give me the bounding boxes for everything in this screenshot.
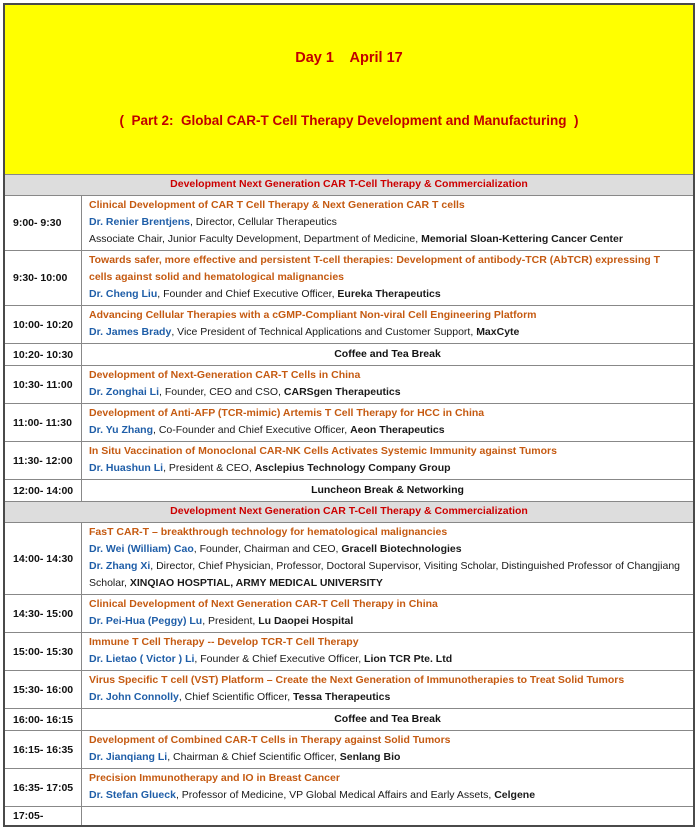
- speaker-role: , President & CEO,: [163, 462, 255, 474]
- speaker-line: [89, 231, 686, 248]
- speaker-role: , Founder and Chief Executive Officer,: [157, 288, 338, 300]
- speaker-name: Dr. Jianqiang Li: [89, 751, 168, 763]
- time-cell: 10:00- 10:20: [5, 306, 82, 343]
- speaker-role: , Co-Founder and Chief Executive Officer,: [152, 424, 351, 436]
- speaker-name: Dr. Lietao ( Victor ) Li: [89, 653, 195, 665]
- session-content-cell: [82, 595, 693, 632]
- speaker-org: XINQIAO HOSPTIAL, ARMY MEDICAL UNIVERSITY: [129, 577, 383, 589]
- session-row: [5, 441, 693, 479]
- session-content-cell: [82, 523, 693, 594]
- speaker-org: Senlang Bio: [339, 751, 401, 763]
- speaker-line: [89, 749, 686, 766]
- speaker-name: Dr. Cheng Liu: [89, 288, 158, 300]
- speaker-org: Lu Daopei Hospital: [258, 615, 354, 627]
- speaker-name: Dr. Huashun Li: [89, 462, 164, 474]
- time-cell: 16:15- 16:35: [5, 731, 82, 768]
- session-title: Development of Next-Generation CAR-T Cells in China: [89, 369, 361, 381]
- session-title: FasT CAR-T – breakthrough technology for hematological malignancies: [89, 526, 448, 538]
- session-row: [5, 632, 693, 670]
- speaker-role: , Founder, Chairman and CEO,: [193, 543, 342, 555]
- time-cell: 9:30- 10:00: [5, 251, 82, 305]
- speaker-org: CARSgen Therapeutics: [283, 386, 401, 398]
- speaker-role: , Founder, CEO and CSO,: [159, 386, 284, 398]
- session-row: [5, 250, 693, 305]
- section-header-row: Development Next Generation CAR T-Cell Therapy & Commercialization: [5, 174, 693, 195]
- speaker-line: [89, 613, 686, 630]
- session-content-cell: [82, 769, 693, 806]
- speaker-name: Dr. John Connolly: [89, 691, 179, 703]
- day-banner: [5, 5, 693, 174]
- speaker-line: [89, 460, 686, 477]
- break-label: Luncheon Break & Networking: [311, 484, 464, 496]
- speaker-line: [89, 324, 686, 341]
- time-cell: 16:00- 16:15: [5, 709, 82, 730]
- session-title: Virus Specific T cell (VST) Platform – Create the Next Generation of Immunotherapies to Treat Solid Tumors: [89, 674, 625, 686]
- speaker-line: [89, 651, 686, 668]
- session-row: [5, 403, 693, 441]
- session-row: [5, 670, 693, 708]
- session-title: In Situ Vaccination of Monoclonal CAR-NK Cells Activates Systemic Immunity against Tumors: [89, 445, 557, 457]
- session-content-cell: [82, 442, 693, 479]
- speaker-name: Dr. Stefan Glueck: [89, 789, 176, 801]
- session-title: Clinical Development of CAR T Cell Therapy & Next Generation CAR T cells: [89, 199, 465, 211]
- break-row: [5, 708, 693, 730]
- break-row: [5, 343, 693, 365]
- session-content-cell: [82, 633, 693, 670]
- speaker-role: , Director, Chief Physician, Professor, Doctoral Supervisor, Visiting Scholar, Distinguished Professor of Changjiang Scholar,: [89, 560, 680, 589]
- speaker-name: Dr. James Brady: [89, 326, 172, 338]
- speaker-name: Dr. Yu Zhang: [89, 424, 153, 436]
- conference-agenda-table: [3, 3, 695, 827]
- speaker-role: Associate Chair, Junior Faculty Development, Department of Medicine,: [89, 233, 422, 245]
- time-cell: 12:00- 14:00: [5, 480, 82, 501]
- speaker-role: , Chief Scientific Officer,: [178, 691, 294, 703]
- speaker-org: Gracell Biotechnologies: [341, 543, 462, 555]
- time-cell: 15:30- 16:00: [5, 671, 82, 708]
- session-row: [5, 305, 693, 343]
- time-cell: 16:35- 17:05: [5, 769, 82, 806]
- speaker-line: [89, 541, 686, 558]
- speaker-org: Memorial Sloan-Kettering Cancer Center: [421, 233, 623, 245]
- time-cell: 11:00- 11:30: [5, 404, 82, 441]
- speaker-role: , Vice President of Technical Applications and Customer Support,: [171, 326, 477, 338]
- speaker-org: Celgene: [494, 789, 536, 801]
- session-row: [5, 594, 693, 632]
- session-title: Development of Anti-AFP (TCR-mimic) Artemis T Cell Therapy for HCC in China: [89, 407, 485, 419]
- session-title: Immune T Cell Therapy -- Develop TCR-T Cell Therapy: [89, 636, 359, 648]
- session-content-cell: [82, 404, 693, 441]
- time-cell: 10:20- 10:30: [5, 344, 82, 365]
- speaker-line: [89, 214, 686, 231]
- agenda-rows: [5, 174, 693, 825]
- session-content-cell: [82, 671, 693, 708]
- session-content-cell: [82, 807, 693, 825]
- speaker-org: Tessa Therapeutics: [293, 691, 391, 703]
- speaker-line: [89, 787, 686, 804]
- break-row: [5, 479, 693, 501]
- speaker-line: [89, 384, 686, 401]
- speaker-line: [89, 689, 686, 706]
- session-content-cell: [82, 196, 693, 250]
- speaker-line: [89, 422, 686, 439]
- break-label-cell: [82, 709, 693, 730]
- speaker-org: Eureka Therapeutics: [337, 288, 441, 300]
- speaker-org: Aeon Therapeutics: [350, 424, 445, 436]
- speaker-org: Asclepius Technology Company Group: [254, 462, 451, 474]
- session-row: [5, 522, 693, 594]
- session-row: [5, 768, 693, 806]
- speaker-name: Dr. Zonghai Li: [89, 386, 159, 398]
- time-cell: 10:30- 11:00: [5, 366, 82, 403]
- time-cell: 11:30- 12:00: [5, 442, 82, 479]
- speaker-role: , Professor of Medicine, VP Global Medical Affairs and Early Assets,: [175, 789, 495, 801]
- session-content-cell: [82, 366, 693, 403]
- break-label-cell: [82, 344, 693, 365]
- speaker-line: [89, 558, 686, 592]
- speaker-role: , Director, Cellular Therapeutics: [189, 216, 337, 228]
- session-title: Development of Combined CAR-T Cells in Therapy against Solid Tumors: [89, 734, 451, 746]
- session-row: [5, 195, 693, 250]
- session-row: [5, 365, 693, 403]
- break-label-cell: [82, 480, 693, 501]
- time-cell: 14:00- 14:30: [5, 523, 82, 594]
- session-title: Advancing Cellular Therapies with a cGMP-Compliant Non-viral Cell Engineering Platform: [89, 309, 537, 321]
- banner-part-title: ( Part 2: Global CAR-T Cell Therapy Development and Manufacturing ): [119, 113, 579, 128]
- time-cell: 17:05-: [5, 807, 82, 825]
- speaker-role: , Chairman & Chief Scientific Officer,: [167, 751, 340, 763]
- session-content-cell: [82, 251, 693, 305]
- session-title: Precision Immunotherapy and IO in Breast Cancer: [89, 772, 340, 784]
- speaker-role: , Founder & Chief Executive Officer,: [194, 653, 365, 665]
- speaker-org: Lion TCR Pte. Ltd: [364, 653, 453, 665]
- speaker-name: Dr. Wei (William) Cao: [89, 543, 194, 555]
- time-cell: 14:30- 15:00: [5, 595, 82, 632]
- speaker-org: MaxCyte: [476, 326, 520, 338]
- speaker-name: Dr. Renier Brentjens: [89, 216, 190, 228]
- session-content-cell: [82, 306, 693, 343]
- break-label: Coffee and Tea Break: [334, 348, 441, 360]
- empty-row: [5, 806, 693, 825]
- time-cell: 15:00- 15:30: [5, 633, 82, 670]
- speaker-name: Dr. Pei-Hua (Peggy) Lu: [89, 615, 203, 627]
- session-content-cell: [82, 731, 693, 768]
- banner-day-date: Day 1 April 17: [295, 50, 403, 66]
- time-cell: 9:00- 9:30: [5, 196, 82, 250]
- session-row: [5, 730, 693, 768]
- speaker-name: Dr. Zhang Xi: [89, 560, 151, 572]
- speaker-line: [89, 286, 686, 303]
- session-title: Clinical Development of Next Generation CAR-T Cell Therapy in China: [89, 598, 438, 610]
- speaker-role: , President,: [202, 615, 259, 627]
- session-title: Towards safer, more effective and persistent T-cell therapies: Development of antibody-TCR (AbTCR) expressing T cells against solid and hematological malignancies: [89, 254, 661, 283]
- section-header-row: Development Next Generation CAR T-Cell Therapy & Commercialization: [5, 501, 693, 522]
- break-label: Coffee and Tea Break: [334, 713, 441, 725]
